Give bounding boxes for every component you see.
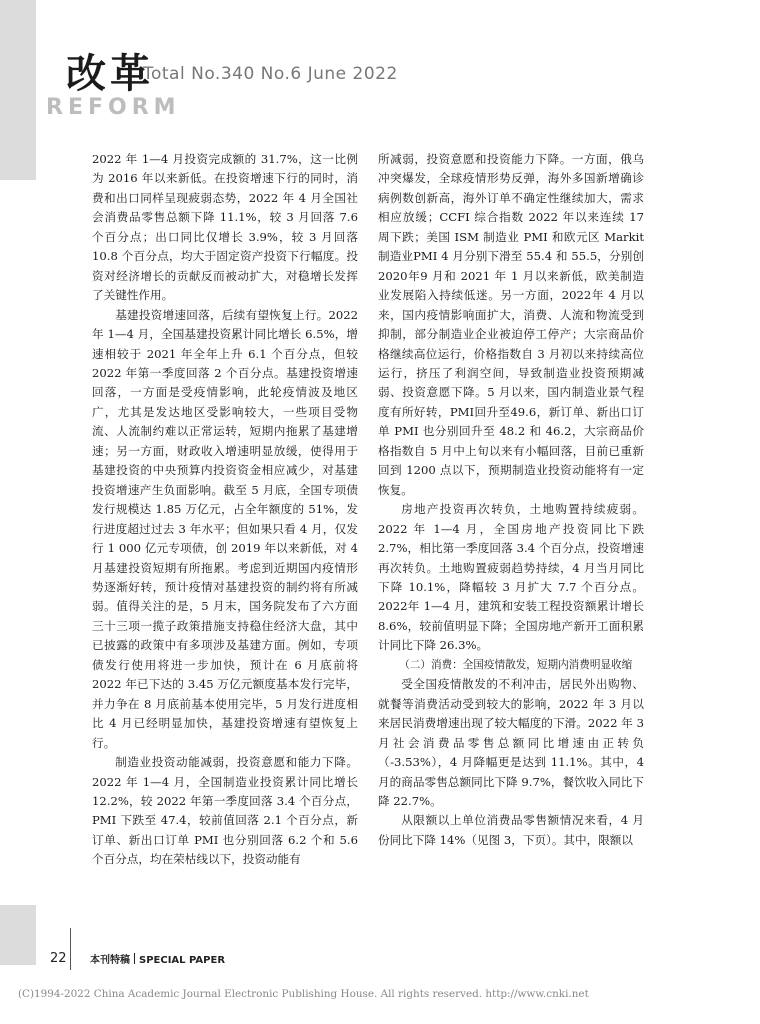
decorative-side-bar-bottom (0, 905, 36, 965)
page-number: 22 (50, 951, 67, 966)
paragraph: 受全国疫情散发的不利冲击，居民外出购物、就餐等消费活动受到较大的影响，2022 年 3 月以来居民消费增速出现了较大幅度的下滑。2022 年 3 月社会消费品零售总额同比增速由正转负（-3.53%），4 月降幅更是达到 11.1%。其中，4 月的商品零售总额同比下降 9.7%，餐饮收入同比下降 22.7%。 (378, 677, 644, 808)
paragraph: 所减弱，投资意愿和投资能力下降。一方面，俄乌冲突爆发，全球疫情形势反弹，海外多国新增确诊病例数创新高，海外订单不确定性继续加大，需求相应放缓；CCFI 综合指数 2022 年以来连续 17 周下跌；美国 ISM 制造业 PMI 和欧元区 Markit 制造业PMI 4 月分别下滑至 55.4 和 55.5，分别创 2020年9 月和 2021 年 1 月以来新低，欧美制造业发展陷入持续低迷。另一方面，2022年 4 月以来，国内疫情影响面扩大，消费、人流和物流受到抑制，部分制造业企业被迫停工停产；大宗商品价格继续高位运行，价格指数自 3 月初以来持续高位运行，挤压了利润空间，导致制造业投资预期减弱、投资意愿下降。5 月以来，国内制造业景气程度有所好转，PMI回升至49.6，新订单、新出口订单 PMI 也分别回升至 48.2 和 46.2，大宗商品价格指数自 5 月中上旬以来有小幅回落，目前已重新回到 1200 点以下，预期制造业投资动能将有一定恢复。 (378, 152, 644, 497)
section-label-en: SPECIAL PAPER (139, 955, 226, 966)
copyright-notice: (C)1994-2022 China Academic Journal Electronic Publishing House. All rights reserved. http://www.cnki.net (18, 988, 589, 1000)
journal-title-en: REFORM (46, 95, 181, 120)
paragraph: 房地产投资再次转负，土地购置持续疲弱。2022 年 1—4 月，全国房地产投资同比下跌 2.7%，相比第一季度回落 3.4 个百分点，投资增速再次转负。土地购置疲弱趋势持续，4 月当月同比下降 10.1%，降幅较 3 月扩大 7.7 个百分点。2022年 1—4 月，建筑和安装工程投资额累计增长 8.6%，较前值明显下降；全国房地产新开工面积累计同比下降 26.3%。 (378, 502, 644, 653)
decorative-side-bar (0, 0, 36, 180)
section-label-separator (134, 953, 135, 964)
left-text-column (92, 150, 358, 870)
footer-divider (70, 928, 71, 970)
paragraph: 基建投资增速回落，后续有望恢复上行。2022 年 1—4 月，全国基建投资累计同比增长 6.5%，增速相较于 2021 年全年上升 6.1 个百分点，但较 2022 年第一季度回落 2 个百分点。基建投资增速回落，一方面是受疫情影响，此轮疫情波及地区广，尤其是发达地区受影响较大，一些项目受物流、人流制约难以正常运转，短期内拖累了基建增速；另一方面，财政收入增速明显放缓，使得用于基建投资的中央预算内投资资金相应减少，对基建投资增速产生负面影响。截至 5 月底，全国专项债发行规模达 1.85 万亿元，占全年额度的 51%，发行进度超过过去 3 年水平；但如果只看 4 月，仅发行 1 000 亿元专项债，创 2019 年以来新低，对 4 月基建投资短期有所拖累。考虑到近期国内疫情形势逐渐好转，预计疫情对基建投资的制约将有所减弱。值得关注的是，5 月末，国务院发布了六方面三十三项一揽子政策措施支持稳住经济大盘，其中已披露的政策中有多项涉及基建方面。例如，专项债发行使用将进一步加快，预计在 6 月底前将 2022 年已下达的 3.45 万亿元额度基本发行完毕，并力争在 8 月底前基本使用完毕，5 月发行进度相比 4 月已经明显加快，基建投资增速有望恢复上行。 (92, 307, 358, 750)
journal-title-cn: 改革 (66, 51, 154, 97)
section-label (90, 951, 225, 966)
paragraph: 2022 年 1—4 月投资完成额的 31.7%，这一比例为 2016 年以来新低。在投资增速下行的同时，消费和出口同样呈现疲弱态势，2022 年 4 月全国社会消费品零售总额下降 11.1%，较 3 月回落 7.6 个百分点；出口同比仅增长 3.9%，较 3 月回落10.8 个百分点，均大于固定资产投资下行幅度。投资对经济增长的贡献反而被动扩大，对稳增长发挥了关键性作用。 (92, 152, 358, 303)
paragraph: 制造业投资动能减弱，投资意愿和能力下降。2022 年 1—4 月，全国制造业投资累计同比增长 12.2%，较 2022 年第一季度回落 3.4 个百分点，PMI 下跌至 47.4，较前值回落 2.1 个百分点，新订单、新出口订单 PMI 也分别回落 6.2 个和 5.6 个百分点，均在荣枯线以下，投资动能有 (92, 755, 358, 867)
paragraph: 从限额以上单位消费品零售额情况来看，4 月份同比下降 14%（见图 3，下页）。其中，限额以 (378, 813, 644, 847)
section-label-cn: 本刊特稿 (90, 955, 130, 966)
right-text-column (378, 150, 644, 850)
section-subheading: （二）消费：全国疫情散发，短期内消费明显收缩 (399, 658, 633, 671)
issue-info: Total No.340 No.6 June 2022 (143, 64, 398, 84)
